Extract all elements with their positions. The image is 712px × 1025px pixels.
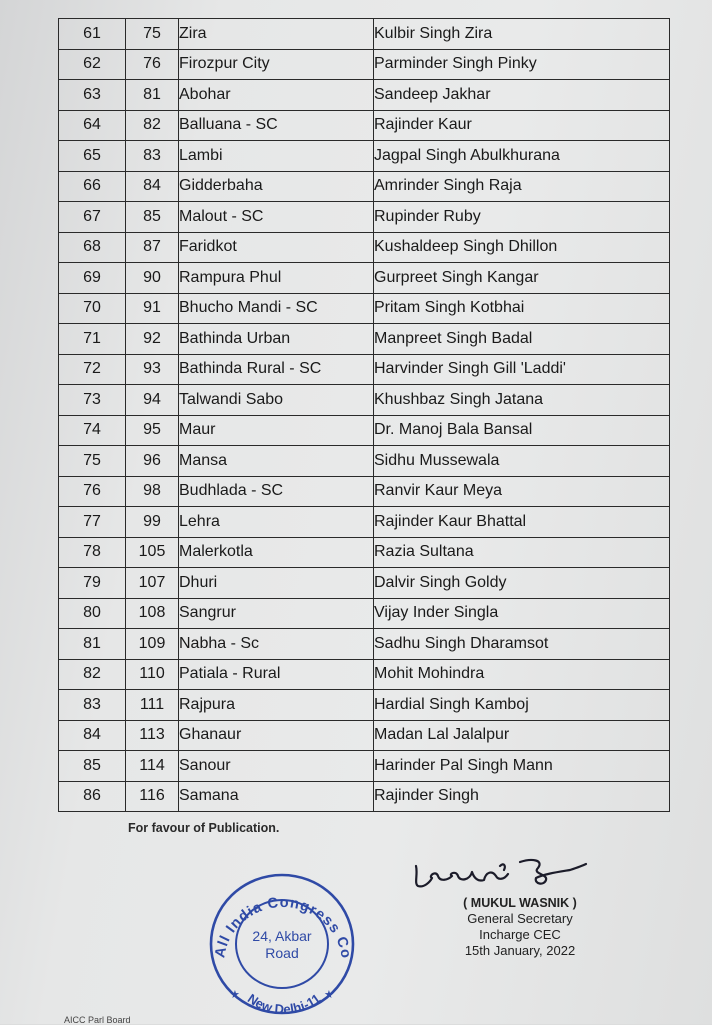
- constituency-number-cell: 75: [126, 19, 179, 50]
- constituency-name-cell: Zira: [179, 19, 374, 50]
- constituency-number-cell: 82: [126, 110, 179, 141]
- seal-address: [242, 928, 322, 962]
- table-row: [59, 598, 670, 629]
- constituency-name-cell: Bathinda Urban: [179, 324, 374, 355]
- serial-number-cell: 72: [59, 354, 126, 385]
- constituency-number-cell: 114: [126, 751, 179, 782]
- serial-number-cell: 67: [59, 202, 126, 233]
- serial-number-cell: 70: [59, 293, 126, 324]
- seal-city-text: New Delhi-11: [244, 990, 324, 1017]
- serial-number-cell: 81: [59, 629, 126, 660]
- serial-number-cell: 65: [59, 141, 126, 172]
- signatory-role: Incharge CEC: [479, 927, 561, 942]
- serial-number-cell: 62: [59, 49, 126, 80]
- candidate-name-cell: Rajinder Singh: [374, 781, 670, 812]
- svg-text:New Delhi-11: [245, 991, 323, 1017]
- constituency-number-cell: 111: [126, 690, 179, 721]
- constituency-name-cell: Patiala - Rural: [179, 659, 374, 690]
- constituency-name-cell: Nabha - Sc: [179, 629, 374, 660]
- constituency-number-cell: 96: [126, 446, 179, 477]
- constituency-name-cell: Sangrur: [179, 598, 374, 629]
- signatory-date: 15th January, 2022: [464, 943, 576, 958]
- table-row: [59, 202, 670, 233]
- constituency-number-cell: 83: [126, 141, 179, 172]
- table-row: [59, 49, 670, 80]
- constituency-number-cell: 98: [126, 476, 179, 507]
- candidate-name-cell: Jagpal Singh Abulkhurana: [374, 141, 670, 172]
- constituency-name-cell: Mansa: [179, 446, 374, 477]
- table-row: [59, 385, 670, 416]
- congress-seal: [206, 870, 358, 1018]
- table-row: [59, 263, 670, 294]
- constituency-name-cell: Talwandi Sabo: [179, 385, 374, 416]
- constituency-name-cell: Lambi: [179, 141, 374, 172]
- constituency-name-cell: Balluana - SC: [179, 110, 374, 141]
- candidate-name-cell: Madan Lal Jalalpur: [374, 720, 670, 751]
- table-row: [59, 659, 670, 690]
- table-row: [59, 80, 670, 111]
- table-row: [59, 751, 670, 782]
- seal-ring-text: All India Congress Co: [212, 894, 354, 961]
- serial-number-cell: 74: [59, 415, 126, 446]
- candidate-name-cell: Harinder Pal Singh Mann: [374, 751, 670, 782]
- table-row: [59, 781, 670, 812]
- serial-number-cell: 69: [59, 263, 126, 294]
- candidate-table: [58, 18, 670, 812]
- constituency-number-cell: 90: [126, 263, 179, 294]
- constituency-name-cell: Sanour: [179, 751, 374, 782]
- candidate-name-cell: Rupinder Ruby: [374, 202, 670, 233]
- constituency-name-cell: Rajpura: [179, 690, 374, 721]
- candidate-name-cell: Rajinder Kaur: [374, 110, 670, 141]
- constituency-number-cell: 113: [126, 720, 179, 751]
- serial-number-cell: 77: [59, 507, 126, 538]
- candidate-name-cell: Razia Sultana: [374, 537, 670, 568]
- table-row: [59, 568, 670, 599]
- table-row: [59, 720, 670, 751]
- table-row: [59, 232, 670, 263]
- candidate-name-cell: Dalvir Singh Goldy: [374, 568, 670, 599]
- candidate-name-cell: Harvinder Singh Gill 'Laddi': [374, 354, 670, 385]
- constituency-number-cell: 85: [126, 202, 179, 233]
- serial-number-cell: 79: [59, 568, 126, 599]
- constituency-number-cell: 81: [126, 80, 179, 111]
- serial-number-cell: 73: [59, 385, 126, 416]
- table-row: [59, 690, 670, 721]
- serial-number-cell: 80: [59, 598, 126, 629]
- table-row: [59, 415, 670, 446]
- seal-star-left-icon: ★: [230, 988, 240, 1001]
- candidate-name-cell: Amrinder Singh Raja: [374, 171, 670, 202]
- table-row: [59, 324, 670, 355]
- candidate-name-cell: Ranvir Kaur Meya: [374, 476, 670, 507]
- table-row: [59, 19, 670, 50]
- serial-number-cell: 84: [59, 720, 126, 751]
- serial-number-cell: 61: [59, 19, 126, 50]
- table-row: [59, 446, 670, 477]
- candidate-name-cell: Khushbaz Singh Jatana: [374, 385, 670, 416]
- footer-note: AICC Parl Board: [64, 1015, 131, 1025]
- table-row: [59, 476, 670, 507]
- constituency-name-cell: Dhuri: [179, 568, 374, 599]
- serial-number-cell: 76: [59, 476, 126, 507]
- table-row: [59, 293, 670, 324]
- serial-number-cell: 75: [59, 446, 126, 477]
- serial-number-cell: 64: [59, 110, 126, 141]
- constituency-name-cell: Faridkot: [179, 232, 374, 263]
- serial-number-cell: 66: [59, 171, 126, 202]
- signatory-name: ( MUKUL WASNIK ): [463, 896, 577, 910]
- seal-address-line1: 24, Akbar: [252, 928, 312, 944]
- constituency-number-cell: 92: [126, 324, 179, 355]
- candidate-name-cell: Pritam Singh Kotbhai: [374, 293, 670, 324]
- constituency-name-cell: Abohar: [179, 80, 374, 111]
- serial-number-cell: 82: [59, 659, 126, 690]
- table-row: [59, 629, 670, 660]
- constituency-number-cell: 105: [126, 537, 179, 568]
- constituency-number-cell: 95: [126, 415, 179, 446]
- seal-star-right-icon: ★: [324, 988, 334, 1001]
- candidate-table-body: [59, 19, 670, 812]
- serial-number-cell: 85: [59, 751, 126, 782]
- candidate-name-cell: Parminder Singh Pinky: [374, 49, 670, 80]
- candidate-name-cell: Hardial Singh Kamboj: [374, 690, 670, 721]
- constituency-number-cell: 91: [126, 293, 179, 324]
- serial-number-cell: 63: [59, 80, 126, 111]
- constituency-number-cell: 87: [126, 232, 179, 263]
- constituency-number-cell: 94: [126, 385, 179, 416]
- constituency-name-cell: Maur: [179, 415, 374, 446]
- constituency-number-cell: 109: [126, 629, 179, 660]
- constituency-name-cell: Budhlada - SC: [179, 476, 374, 507]
- candidate-name-cell: Kulbir Singh Zira: [374, 19, 670, 50]
- constituency-number-cell: 76: [126, 49, 179, 80]
- constituency-number-cell: 84: [126, 171, 179, 202]
- signature-icon: [408, 852, 598, 896]
- constituency-name-cell: Bathinda Rural - SC: [179, 354, 374, 385]
- candidate-name-cell: Manpreet Singh Badal: [374, 324, 670, 355]
- candidate-name-cell: Mohit Mohindra: [374, 659, 670, 690]
- constituency-number-cell: 93: [126, 354, 179, 385]
- constituency-name-cell: Bhucho Mandi - SC: [179, 293, 374, 324]
- table-row: [59, 110, 670, 141]
- publication-note: For favour of Publication.: [128, 821, 280, 835]
- table-row: [59, 171, 670, 202]
- constituency-name-cell: Malerkotla: [179, 537, 374, 568]
- candidate-name-cell: Vijay Inder Singla: [374, 598, 670, 629]
- constituency-name-cell: Malout - SC: [179, 202, 374, 233]
- serial-number-cell: 68: [59, 232, 126, 263]
- constituency-number-cell: 99: [126, 507, 179, 538]
- constituency-name-cell: Samana: [179, 781, 374, 812]
- serial-number-cell: 83: [59, 690, 126, 721]
- candidate-name-cell: Dr. Manoj Bala Bansal: [374, 415, 670, 446]
- serial-number-cell: 71: [59, 324, 126, 355]
- candidate-name-cell: Gurpreet Singh Kangar: [374, 263, 670, 294]
- constituency-number-cell: 107: [126, 568, 179, 599]
- candidate-name-cell: Sidhu Mussewala: [374, 446, 670, 477]
- signatory-block: [440, 895, 600, 959]
- serial-number-cell: 78: [59, 537, 126, 568]
- constituency-name-cell: Rampura Phul: [179, 263, 374, 294]
- signatory-designation: General Secretary: [467, 911, 573, 926]
- table-row: [59, 507, 670, 538]
- constituency-number-cell: 110: [126, 659, 179, 690]
- constituency-number-cell: 116: [126, 781, 179, 812]
- serial-number-cell: 86: [59, 781, 126, 812]
- constituency-number-cell: 108: [126, 598, 179, 629]
- candidate-name-cell: Sandeep Jakhar: [374, 80, 670, 111]
- constituency-name-cell: Ghanaur: [179, 720, 374, 751]
- table-row: [59, 141, 670, 172]
- candidate-name-cell: Rajinder Kaur Bhattal: [374, 507, 670, 538]
- candidate-name-cell: Sadhu Singh Dharamsot: [374, 629, 670, 660]
- constituency-name-cell: Firozpur City: [179, 49, 374, 80]
- seal-address-line2: Road: [265, 945, 299, 961]
- table-row: [59, 354, 670, 385]
- constituency-name-cell: Lehra: [179, 507, 374, 538]
- candidate-name-cell: Kushaldeep Singh Dhillon: [374, 232, 670, 263]
- constituency-name-cell: Gidderbaha: [179, 171, 374, 202]
- table-row: [59, 537, 670, 568]
